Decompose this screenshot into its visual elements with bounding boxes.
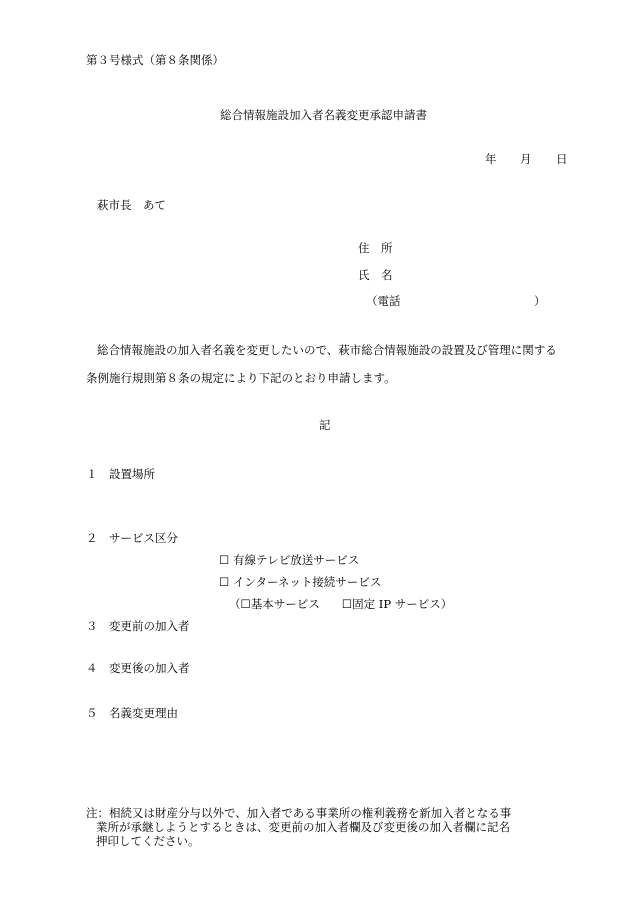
footnote-prefix: 注： bbox=[86, 806, 109, 820]
checkbox-icon[interactable]: ☐ bbox=[341, 597, 353, 611]
subservice-basic-label: 基本サービス bbox=[250, 597, 320, 611]
ki-heading: 記 bbox=[319, 418, 331, 432]
item-3-number: ３ bbox=[86, 619, 98, 633]
service-internet-label: インターネット接続サービス bbox=[232, 575, 382, 589]
document-title: 総合情報施設加入者名義変更承認申請書 bbox=[220, 108, 427, 122]
checkbox-icon[interactable]: ☐ bbox=[219, 553, 230, 567]
item-2-label: サービス区分 bbox=[109, 531, 178, 545]
date-year: 年 bbox=[485, 152, 497, 166]
subservice-fixed-ip-label: 固定 IP サービス bbox=[352, 597, 441, 611]
service-cable-tv[interactable] bbox=[219, 553, 359, 567]
item-4-number: ４ bbox=[86, 661, 98, 675]
body-line-2: 条例施行規則第８条の規定により下記のとおり申請します。 bbox=[86, 371, 396, 385]
item-2-number: ２ bbox=[86, 531, 98, 545]
footnote-line-1: 相続又は財産分与以外で、加入者である事業所の権利義務を新加入者となる事 bbox=[109, 806, 512, 820]
item-5-number: ５ bbox=[86, 706, 98, 720]
service-cable-tv-label: 有線テレビ放送サービス bbox=[232, 553, 360, 567]
checkbox-icon[interactable]: ☐ bbox=[219, 575, 230, 589]
checkbox-icon[interactable]: ☐ bbox=[240, 597, 251, 611]
footnote-line-3: 押印してください。 bbox=[96, 834, 200, 848]
item-3-label: 変更前の加入者 bbox=[109, 619, 190, 633]
item-4-label: 変更後の加入者 bbox=[109, 661, 190, 675]
phone-open: （電話 bbox=[366, 294, 401, 308]
subservice-open-paren: （ bbox=[229, 597, 241, 611]
form-number: 第３号様式（第８条関係） bbox=[86, 53, 224, 67]
item-1-number: １ bbox=[86, 467, 98, 481]
subservice-close-paren: ） bbox=[440, 597, 453, 611]
name-label: 氏 名 bbox=[358, 268, 393, 282]
addressee: 萩市長 あて bbox=[97, 198, 166, 212]
item-5-label: 名義変更理由 bbox=[109, 706, 178, 720]
service-internet[interactable] bbox=[219, 575, 381, 589]
address-label: 住 所 bbox=[358, 241, 393, 255]
date-month: 月 bbox=[520, 152, 532, 166]
phone-close: ） bbox=[534, 294, 546, 308]
footnote bbox=[86, 806, 566, 848]
internet-subservices bbox=[229, 597, 452, 611]
date-day: 日 bbox=[556, 152, 568, 166]
footnote-line-2: 業所が承継しようとするときは、変更前の加入者欄及び変更後の加入者欄に記名 bbox=[96, 820, 510, 834]
item-1-label: 設置場所 bbox=[109, 467, 155, 481]
body-line-1: 総合情報施設の加入者名義を変更したいので、萩市総合情報施設の設置及び管理に関する bbox=[97, 343, 557, 357]
